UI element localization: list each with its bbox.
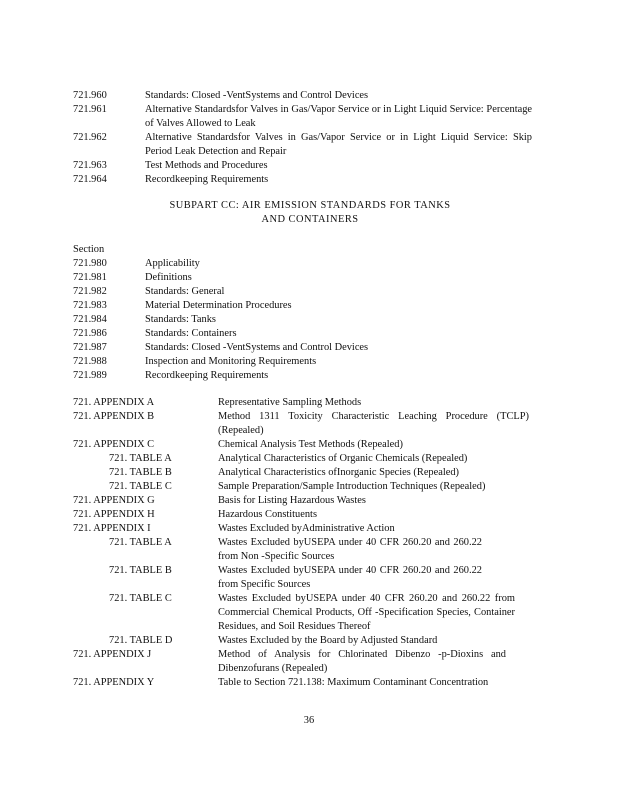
- table-label: 721. TABLE C: [109, 481, 172, 492]
- table-label: 721. TABLE B: [109, 467, 172, 478]
- appendix-label: 721. APPENDIX C: [73, 439, 155, 450]
- appendix-label: 721. APPENDIX G: [73, 495, 155, 506]
- appendix-title: Table to Section 721.138: Maximum Contaminant Concentration: [218, 677, 489, 688]
- section-title: Standards: Closed -VentSystems and Control Devices: [145, 90, 369, 101]
- section-number: 721.988: [73, 356, 107, 367]
- table-title: Wastes Excluded by the Board by Adjusted Standard: [218, 635, 438, 646]
- appendix-label: 721. APPENDIX H: [73, 509, 155, 520]
- section-title: Definitions: [145, 272, 192, 283]
- table-label: 721. TABLE C: [109, 593, 172, 604]
- table-title: Wastes Excluded byUSEPA under 40 CFR 260.20 and 260.22 from Non -Specific Sources: [218, 537, 482, 562]
- appendix-label: 721. APPENDIX I: [73, 523, 151, 534]
- subpart-heading: SUBPART CC: AIR EMISSION STANDARDS FOR TANKS: [169, 200, 451, 211]
- section-number: 721.960: [73, 90, 107, 101]
- section-number: 721.981: [73, 272, 107, 283]
- table-label: 721. TABLE B: [109, 565, 172, 576]
- appendix-title: Basis for Listing Hazardous Wastes: [218, 495, 366, 506]
- section-number: 721.984: [73, 314, 107, 325]
- section-title: Material Determination Procedures: [145, 300, 292, 311]
- appendix-label: 721. APPENDIX A: [73, 397, 155, 408]
- table-title: Sample Preparation/Sample Introduction Techniques (Repealed): [218, 481, 486, 492]
- section-title: Alternative Standardsfor Valves in Gas/Vapor Service or in Light Liquid Service: Skip Period Leak Detection and Repair: [145, 132, 532, 157]
- section-number: 721.982: [73, 286, 107, 297]
- table-label: 721. TABLE A: [109, 537, 172, 548]
- section-number: 721.963: [73, 160, 107, 171]
- section-title: Standards: General: [145, 286, 225, 297]
- section-title: Standards: Tanks: [145, 314, 216, 325]
- table-title: Analytical Characteristics ofInorganic Species (Repealed): [218, 467, 460, 478]
- section-number: 721.983: [73, 300, 107, 311]
- appendix-label: 721. APPENDIX J: [73, 649, 152, 660]
- section-label: Section: [73, 244, 105, 255]
- appendix-title: Hazardous Constituents: [218, 509, 317, 520]
- appendix-title: Wastes Excluded byAdministrative Action: [218, 523, 395, 534]
- section-title: Applicability: [145, 258, 200, 269]
- section-title: Test Methods and Procedures: [145, 160, 268, 171]
- appendix-title: Chemical Analysis Test Methods (Repealed): [218, 439, 403, 450]
- section-number: 721.986: [73, 328, 107, 339]
- table-label: 721. TABLE A: [109, 453, 172, 464]
- table-title: Wastes Excluded byUSEPA under 40 CFR 260.20 and 260.22 from Specific Sources: [218, 565, 482, 590]
- section-number: 721.980: [73, 258, 107, 269]
- section-number: 721.987: [73, 342, 107, 353]
- appendix-title: Method of Analysis for Chlorinated Dibenzo -p-Dioxins and Dibenzofurans (Repealed): [218, 649, 506, 674]
- section-title: Standards: Closed -VentSystems and Control Devices: [145, 342, 369, 353]
- table-title: Analytical Characteristics of Organic Chemicals (Repealed): [218, 453, 468, 464]
- section-title: Alternative Standardsfor Valves in Gas/Vapor Service or in Light Liquid Service: Percentage of Valves Allowed to Leak: [145, 104, 532, 129]
- appendix-label: 721. APPENDIX B: [73, 411, 155, 422]
- section-number: 721.989: [73, 370, 107, 381]
- section-title: Standards: Containers: [145, 328, 237, 339]
- appendix-title: Method 1311 Toxicity Characteristic Leaching Procedure (TCLP) (Repealed): [218, 411, 529, 436]
- appendix-title: Representative Sampling Methods: [218, 397, 362, 408]
- section-title: Inspection and Monitoring Requirements: [145, 356, 317, 367]
- section-number: 721.961: [73, 104, 107, 115]
- section-title: Recordkeeping Requirements: [145, 370, 269, 381]
- table-title: Wastes Excluded byUSEPA under 40 CFR 260.20 and 260.22 from Commercial Chemical Products, Off -Specification Species, Container Residues, and Soil Residues Thereof: [218, 593, 515, 632]
- section-number: 721.962: [73, 132, 107, 143]
- section-number: 721.964: [73, 174, 107, 185]
- appendix-label: 721. APPENDIX Y: [73, 677, 155, 688]
- page-number: 36: [303, 715, 315, 726]
- subpart-heading-continued: AND CONTAINERS: [261, 214, 359, 225]
- section-title: Recordkeeping Requirements: [145, 174, 269, 185]
- table-label: 721. TABLE D: [109, 635, 173, 646]
